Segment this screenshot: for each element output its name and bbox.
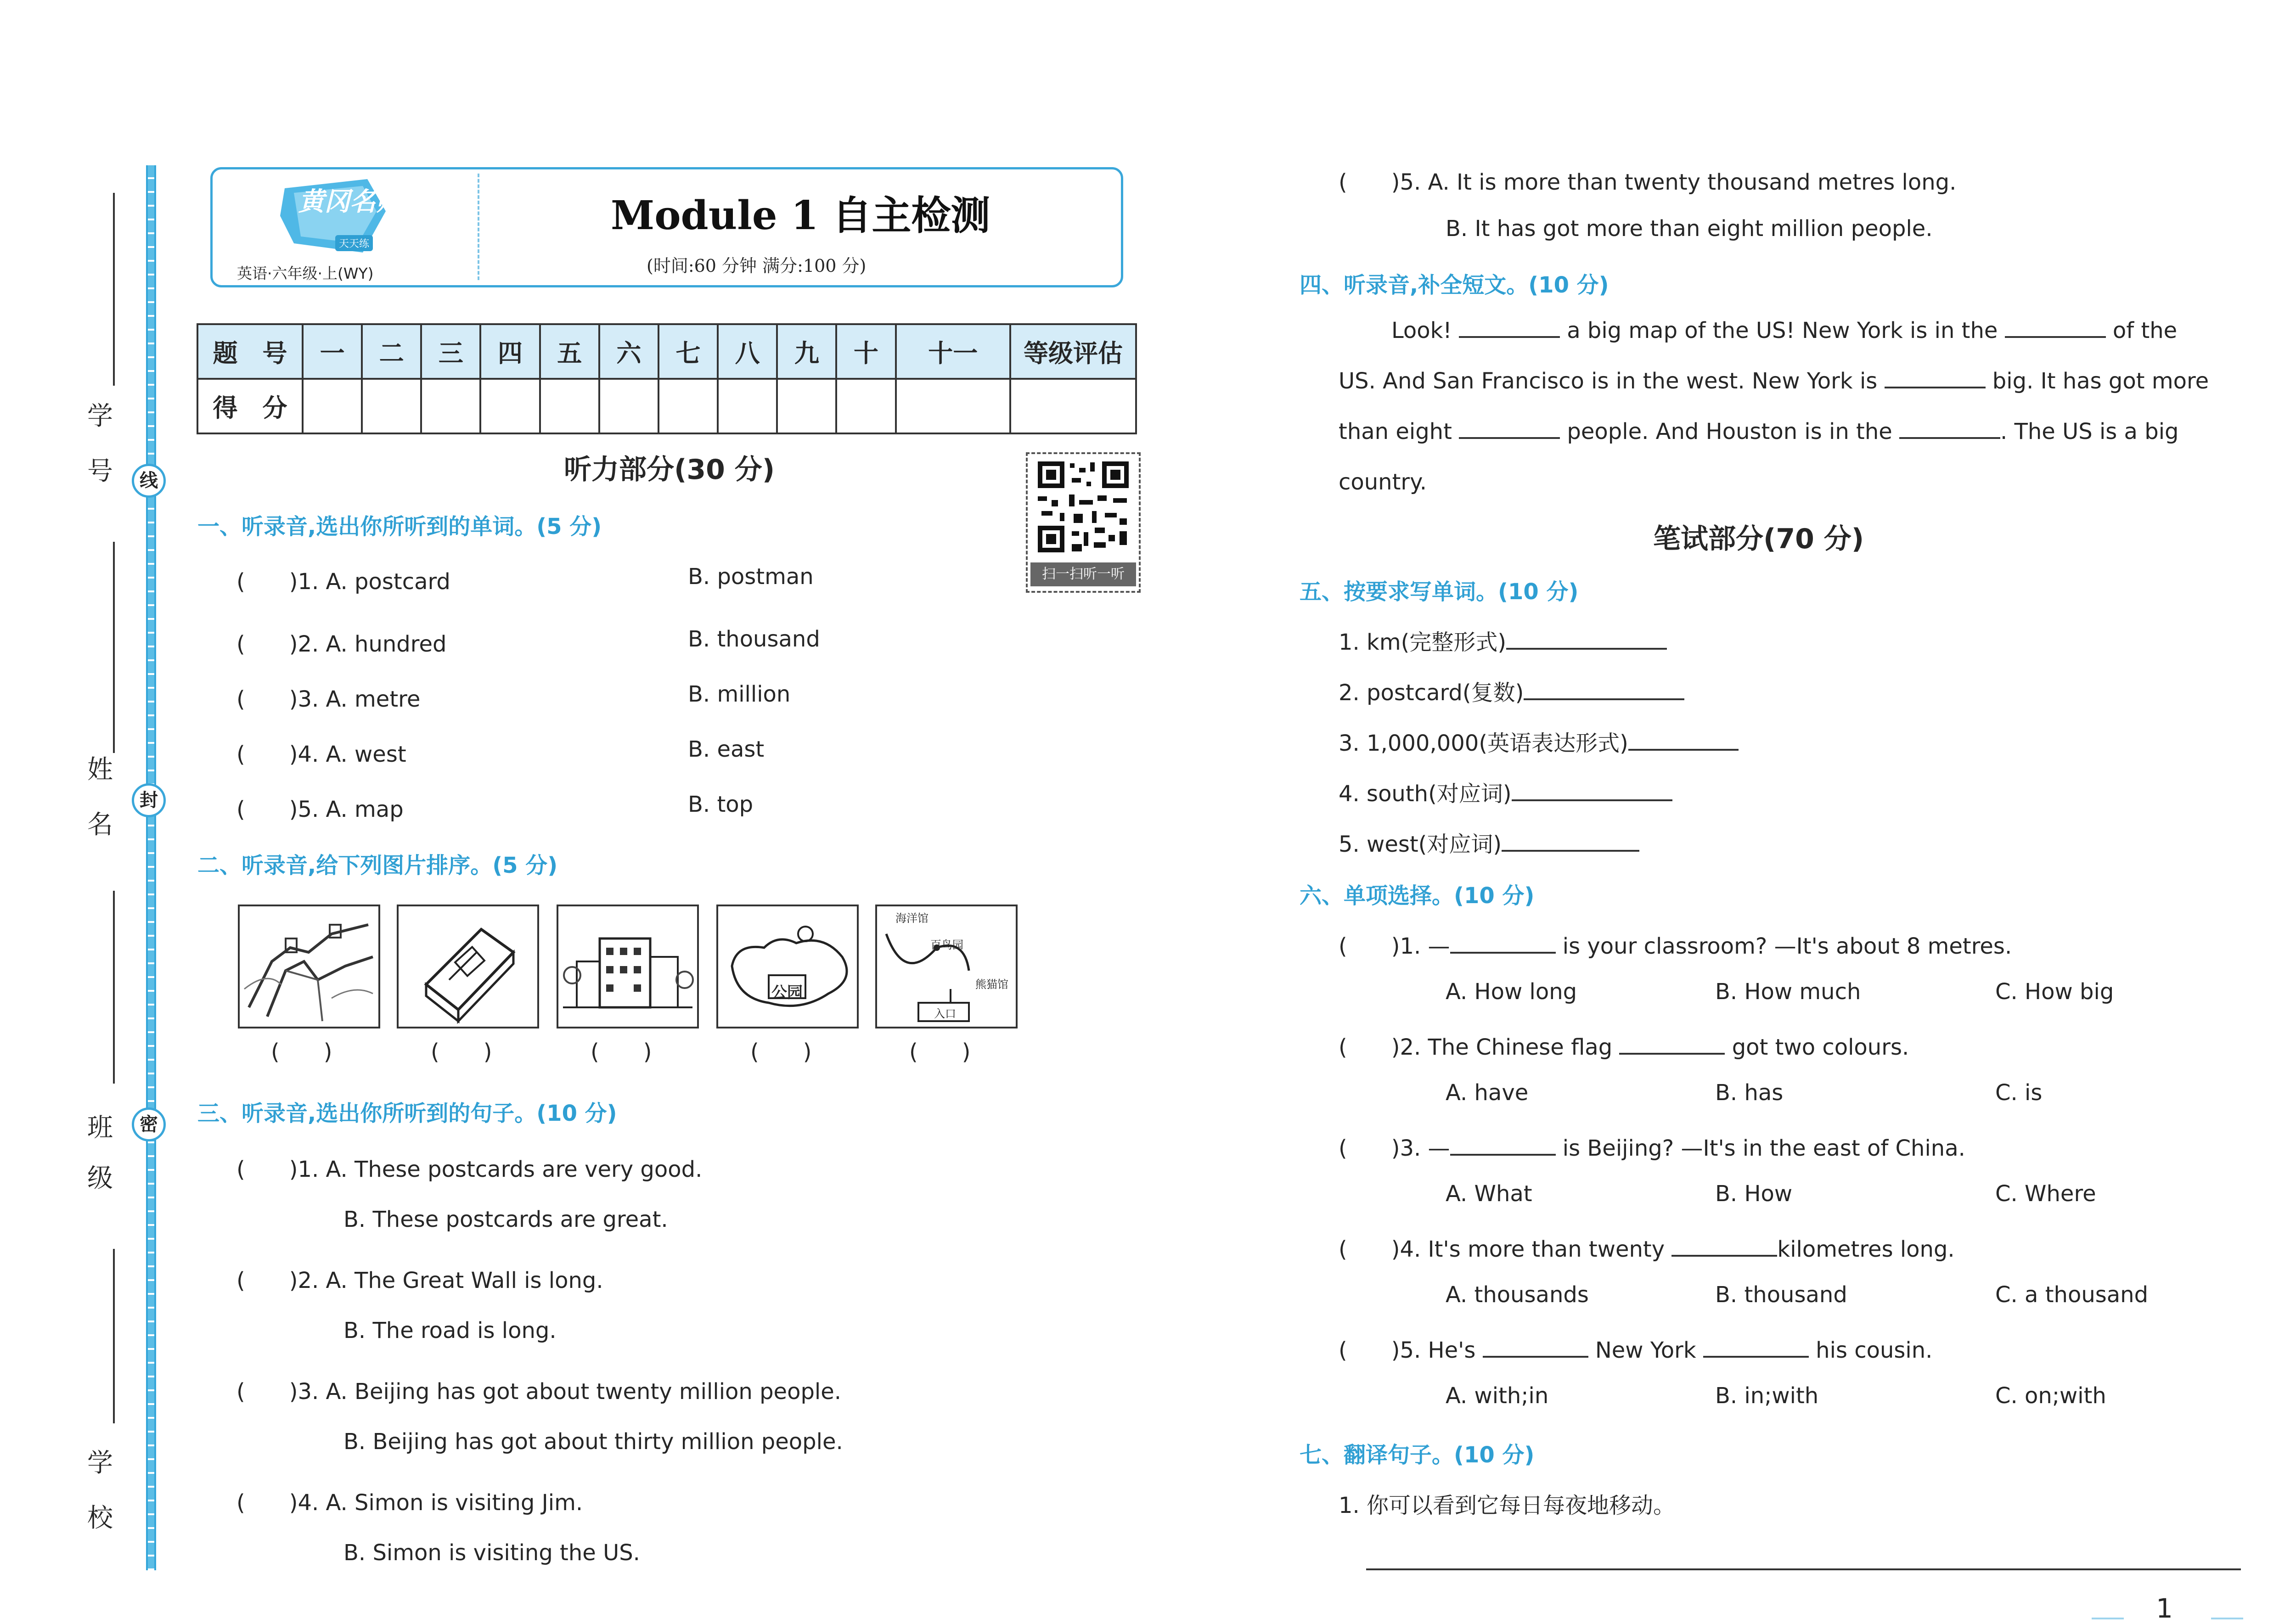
score-cell[interactable] [896,379,1010,433]
name-line [113,542,115,753]
score-cell[interactable] [362,379,421,433]
s6-q3: ( )3. — is Beijing? —It's in the east of China. [1339,1135,1965,1161]
label-ji: 级 [87,1163,113,1193]
qr-caption: 扫一扫听一听 [1030,562,1136,586]
label-xue1: 学 [87,401,113,431]
map-label-birds: 百鸟园 [930,938,963,951]
label-xiao: 校 [87,1503,113,1533]
label-xue2: 学 [87,1448,113,1478]
score-col-2: 二 [362,324,421,379]
score-col-10: 十 [836,324,895,379]
qr-box[interactable] [1026,452,1141,593]
blank[interactable] [1899,419,2000,439]
s6-q5-c: C. on;with [1995,1383,2106,1409]
score-col-9: 九 [777,324,836,379]
page-subtitle: (时间:60 分钟 满分:100 分) [647,256,867,276]
s6-q4-c: C. a thousand [1995,1282,2149,1308]
seal-feng: 封 [132,783,166,817]
blank[interactable] [1459,419,1560,439]
s3-q3-b: B. Beijing has got about thirty million people. [343,1429,843,1455]
s4-line-2: US. And San Francisco is in the west. New York is big. It has got more [1339,368,2209,394]
picture-book [397,905,539,1028]
s3-q5-b: B. It has got more than eight million people. [1446,216,1933,242]
s3-q2-a: ( )2. A. The Great Wall is long. [236,1268,603,1293]
score-col-grade: 等级评估 [1010,324,1136,379]
s3-q2-b: B. The road is long. [343,1318,557,1343]
s6-q3-b: B. How [1715,1181,1793,1207]
s6-q1: ( )1. — is your classroom? —It's about 8 metres. [1339,933,2012,959]
score-cell[interactable] [777,379,836,433]
s1-title: 一、听录音,选出你所听到的单词。(5 分) [197,514,602,539]
s6-q3-c: C. Where [1995,1181,2096,1207]
s1-q3: ( )3. A. metre [236,686,421,712]
s6-q5-a: A. with;in [1446,1383,1549,1409]
s3-q5-a: ( )5. A. It is more than twenty thousand metres long. [1339,169,1957,195]
label-ming: 名 [87,810,113,840]
s5-title: 五、按要求写单词。(10 分) [1300,579,1579,605]
score-cell[interactable] [718,379,777,433]
s4-title: 四、听录音,补全短文。(10 分) [1300,272,1609,298]
s3-q1-b: B. These postcards are great. [343,1207,668,1232]
label-xing: 姓 [87,755,113,785]
s7-title: 七、翻译句子。(10 分) [1300,1442,1535,1468]
answer-blank[interactable] [1524,680,1684,700]
score-cell[interactable] [1010,379,1136,433]
label-ban: 班 [87,1113,113,1143]
s7-q1: 1. 你可以看到它每日每夜地移动。 [1339,1493,1676,1518]
s6-q4-b: B. thousand [1715,1282,1847,1308]
s4-line-3: than eight people. And Houston is in the . The US is a big [1339,419,2179,444]
s6-q4: ( )4. It's more than twenty kilometres long. [1339,1236,1955,1262]
blank[interactable] [1619,1034,1725,1055]
school-line [113,1249,115,1423]
s5-q1: 1. km(完整形式) [1339,624,1667,656]
picture-park [716,905,859,1028]
answer-blank[interactable] [1512,781,1672,801]
series-label: 英语·六年级·上(WY) [237,264,374,282]
s6-title: 六、单项选择。(10 分) [1300,883,1535,909]
s6-q1-b: B. How much [1715,979,1861,1005]
picture-buildings [557,905,699,1028]
s5-q5: 5. west(对应词) [1339,826,1639,858]
score-col-6: 六 [599,324,658,379]
score-cell[interactable] [480,379,540,433]
score-cell[interactable] [421,379,480,433]
s1-q2: ( )2. A. hundred [236,631,447,657]
map-label-panda: 熊猫馆 [975,978,1008,991]
s1-q2-b: B. thousand [688,626,820,652]
s3-q4-a: ( )4. A. Simon is visiting Jim. [236,1490,583,1516]
class-line [113,891,115,1084]
answer-blank[interactable] [1502,832,1639,852]
score-row-label: 得 分 [197,379,303,433]
score-value-row [197,379,1136,433]
score-header-row [197,324,1136,379]
s1-q5: ( )5. A. map [236,797,404,822]
score-cell[interactable] [836,379,895,433]
s3-q3-a: ( )3. A. Beijing has got about twenty million people. [236,1379,842,1405]
written-title: 笔试部分(70 分) [1653,523,1864,555]
s3-q1-a: ( )1. A. These postcards are very good. [236,1157,703,1182]
header-divider [478,174,479,280]
park-label: 公园 [771,983,803,1002]
s1-q1: ( )1. A. postcard [236,569,450,595]
map-label-entrance: 入口 [934,1007,956,1020]
score-cell[interactable] [658,379,718,433]
seal-xian: 线 [132,464,166,498]
score-col-1: 一 [303,324,362,379]
score-table [197,323,1137,434]
blank[interactable] [1450,933,1556,954]
blank[interactable] [1703,1337,1809,1358]
qr-code-icon [1028,454,1139,559]
label-hao: 号 [87,456,113,486]
logo-sub: 天天练 [335,235,373,251]
picture-zoo-map [875,905,1018,1028]
blank[interactable] [1671,1236,1777,1257]
score-col-8: 八 [718,324,777,379]
answer-blank[interactable] [1506,629,1667,650]
s6-q2-b: B. has [1715,1080,1784,1106]
page-number: 1 [2156,1593,2173,1624]
s1-q5-b: B. top [688,792,754,817]
picture-great-wall [238,905,380,1028]
binding-dashed-bar [146,165,156,1570]
order-answer-3[interactable]: ( ) [591,1039,652,1065]
blank[interactable] [2005,318,2106,338]
score-col-5: 五 [540,324,599,379]
s6-q2-c: C. is [1995,1080,2043,1106]
order-answer-5[interactable]: ( ) [909,1039,971,1065]
score-col-3: 三 [421,324,480,379]
score-cell[interactable] [303,379,362,433]
s2-title: 二、听录音,给下列图片排序。(5 分) [197,853,558,878]
s5-q2: 2. postcard(复数) [1339,675,1684,707]
s4-line-1: Look! a big map of the US! New York is in the of the [1391,318,2178,343]
s6-q1-c: C. How big [1995,979,2114,1005]
page-title: Module 1 自主检测 [611,192,990,239]
s6-q5: ( )5. He's New York his cousin. [1339,1337,1933,1363]
student-id-line [113,193,115,386]
s6-q2: ( )2. The Chinese flag got two colours. [1339,1034,1909,1060]
score-cell[interactable] [540,379,599,433]
s4-line-4: country. [1339,469,1427,495]
answer-blank[interactable] [1628,731,1739,751]
order-answer-4[interactable]: ( ) [750,1039,812,1065]
s5-q3: 3. 1,000,000(英语表达形式) [1339,725,1739,757]
footer-rule-right [2211,1618,2243,1619]
blank[interactable] [1459,318,1560,338]
score-col-4: 四 [480,324,540,379]
listening-title: 听力部分(30 分) [564,454,775,486]
s5-q4: 4. south(对应词) [1339,776,1672,808]
blank[interactable] [1483,1337,1588,1358]
s1-q1-b: B. postman [688,564,814,590]
s1-q4: ( )4. A. west [236,742,406,767]
s6-q1-a: A. How long [1446,979,1577,1005]
s6-q4-a: A. thousands [1446,1282,1589,1308]
translation-answer-line[interactable] [1366,1568,2241,1570]
s3-q4-b: B. Simon is visiting the US. [343,1540,640,1566]
s3-title: 三、听录音,选出你所听到的句子。(10 分) [197,1101,617,1126]
order-answer-2[interactable]: ( ) [431,1039,492,1065]
footer-rule-left [2092,1618,2124,1619]
s1-q4-b: B. east [688,736,765,762]
s6-q3-a: A. What [1446,1181,1532,1207]
score-cell[interactable] [599,379,658,433]
s1-q3-b: B. million [688,681,791,707]
blank[interactable] [1450,1135,1556,1156]
s6-q2-a: A. have [1446,1080,1529,1106]
logo-text: 黄冈名师 [298,187,401,217]
order-answer-1[interactable]: ( ) [271,1039,332,1065]
seal-mi: 密 [132,1107,166,1141]
score-col-7: 七 [658,324,718,379]
map-label-aquarium: 海洋馆 [895,912,929,925]
score-col-11: 十一 [896,324,1010,379]
blank[interactable] [1885,368,1986,388]
s6-q5-b: B. in;with [1715,1383,1819,1409]
score-col-label: 题 号 [197,324,303,379]
